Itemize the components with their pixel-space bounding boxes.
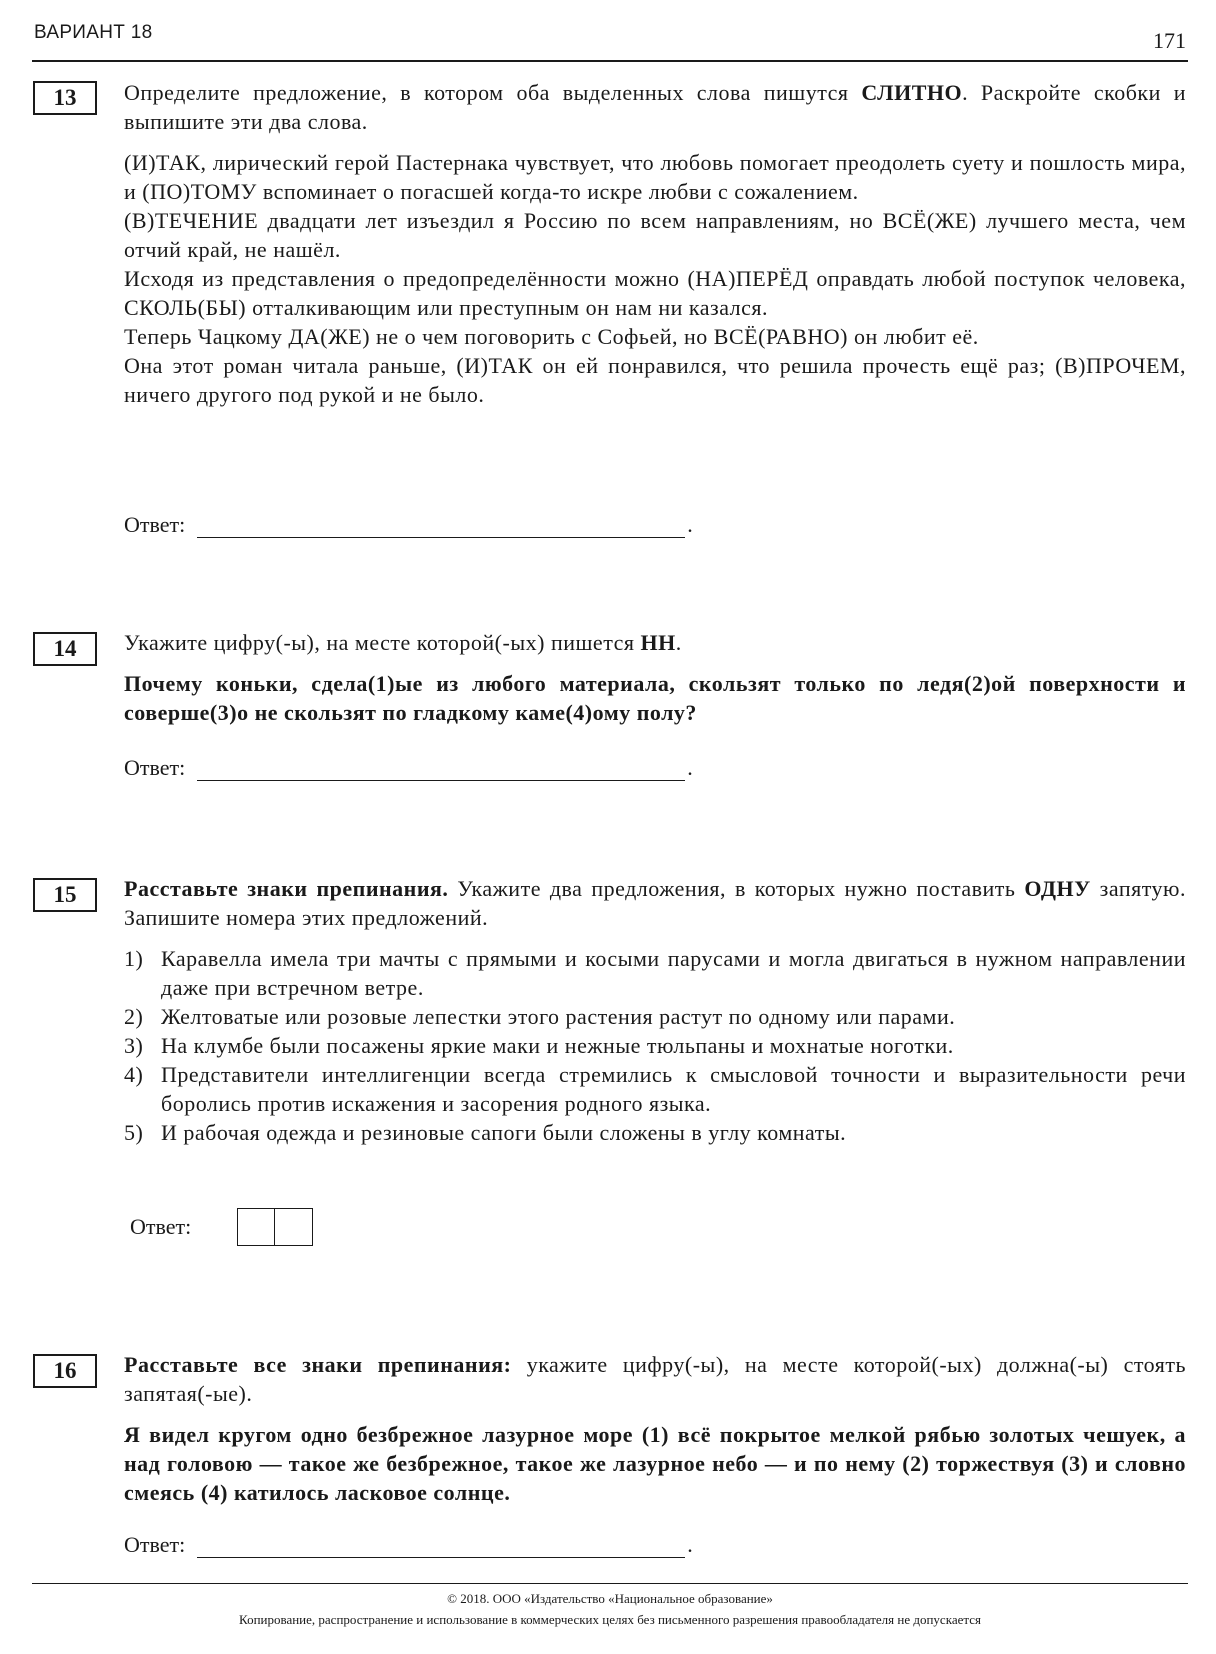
variant-label: ВАРИАНТ 18	[34, 22, 153, 43]
question-13	[124, 78, 1186, 409]
question-14-sentence: Почему коньки, сдела(1)ые из любого материала, скользят только по ледя(2)ой поверхности и соверше(3)о не скользят по гладкому каме(4)ому полу?	[124, 671, 1186, 725]
question-15-instruction: Расставьте знаки препинания. Укажите два предложения, в которых нужно поставить ОДНУ запятую. Запишите номера этих предложений.	[124, 876, 1186, 930]
question-14-number: 14	[33, 632, 97, 666]
question-16-instruction: Расставьте все знаки препинания: укажите цифру(-ы), на месте которой(-ых) должна(-ы) стоять запятая(-ые).	[124, 1352, 1187, 1406]
question-16	[124, 1350, 1186, 1507]
page-number: 171	[1153, 28, 1186, 53]
footer-notice: Копирование, распространение и использование в коммерческих целях без письменного разрешения правообладателя не допускается	[239, 1612, 981, 1627]
question-13-sentence-5: Она этот роман читала раньше, (И)ТАК он ей понравился, что решила прочесть ещё раз; (В)ПРОЧЕМ, ничего другого под рукой и не было.	[124, 353, 1186, 407]
footer-divider	[32, 1583, 1188, 1584]
question-13-instruction: Определите предложение, в котором оба выделенных слова пишутся СЛИТНО. Раскройте скобки и выпишите эти два слова.	[124, 80, 1186, 134]
question-14-answer: Ответ: .	[124, 755, 693, 780]
list-item: 1) Каравелла имела три мачты с прямыми и косыми парусами и могла двигаться в нужном направлении даже при встречном ветре.	[124, 946, 1186, 1000]
answer-label: Ответ:	[124, 755, 186, 780]
question-13-sentence-3: Исходя из представления о предопределённости можно (НА)ПЕРЁД оправдать любой поступок человека, СКОЛЬ(БЫ) отталкивающим или преступным он нам ни казался.	[124, 266, 1186, 320]
answer-label: Ответ:	[124, 512, 186, 537]
answer-label: Ответ:	[130, 1214, 192, 1239]
question-13-sentence-1: (И)ТАК, лирический герой Пастернака чувствует, что любовь помогает преодолеть суету и пошлость мира, и (ПО)ТОМУ вспоминает о погасшей когда-то искре любви с сожалением.	[124, 150, 1186, 204]
answer-label: Ответ:	[124, 1532, 186, 1557]
list-item: 5) И рабочая одежда и резиновые сапоги были сложены в углу комнаты.	[124, 1120, 847, 1145]
question-15-number: 15	[33, 878, 97, 912]
answer-line[interactable]	[197, 1537, 685, 1558]
question-15-answer	[130, 1208, 313, 1246]
list-item: 4) Представители интеллигенции всегда стремились к смысловой точности и выразительности речи боролись против искажения и засорения родного языка.	[124, 1062, 1186, 1116]
question-13-sentence-4: Теперь Чацкому ДА(ЖЕ) не о чем поговорить с Софьей, но ВСЁ(РАВНО) он любит её.	[124, 324, 979, 349]
answer-box-1[interactable]	[237, 1208, 275, 1246]
question-16-answer: Ответ: .	[124, 1532, 693, 1557]
list-item: 3) На клумбе были посажены яркие маки и нежные тюльпаны и мохнатые ноготки.	[124, 1033, 954, 1058]
question-13-number: 13	[33, 81, 97, 115]
answer-boxes	[237, 1208, 313, 1246]
question-15	[124, 874, 1186, 1147]
footer-copyright: © 2018. ООО «Издательство «Национальное образование»	[447, 1591, 773, 1606]
page-header	[32, 20, 1188, 62]
question-14-instruction: Укажите цифру(-ы), на месте которой(-ых) пишется НН.	[124, 630, 682, 655]
question-16-number: 16	[33, 1354, 97, 1388]
question-13-answer: Ответ: .	[124, 512, 693, 537]
question-14	[124, 628, 1186, 727]
question-13-sentence-2: (В)ТЕЧЕНИЕ двадцати лет изъездил я Россию по всем направлениям, но ВСЁ(ЖЕ) лучшего места, чем отчий край, не нашёл.	[124, 208, 1186, 262]
list-item: 2) Желтоватые или розовые лепестки этого растения растут по одному или парами.	[124, 1004, 956, 1029]
answer-line[interactable]	[197, 760, 685, 781]
question-16-sentence: Я видел кругом одно безбрежное лазурное море (1) всё покрытое мелкой рябью золотых чешуек, а над головою — такое же безбрежное, такое же лазурное небо — и по нему (2) торжествуя (3) и словно смеясь (4) катилось ласковое солнце.	[124, 1422, 1186, 1505]
answer-line[interactable]	[197, 517, 685, 538]
answer-box-2[interactable]	[275, 1208, 313, 1246]
